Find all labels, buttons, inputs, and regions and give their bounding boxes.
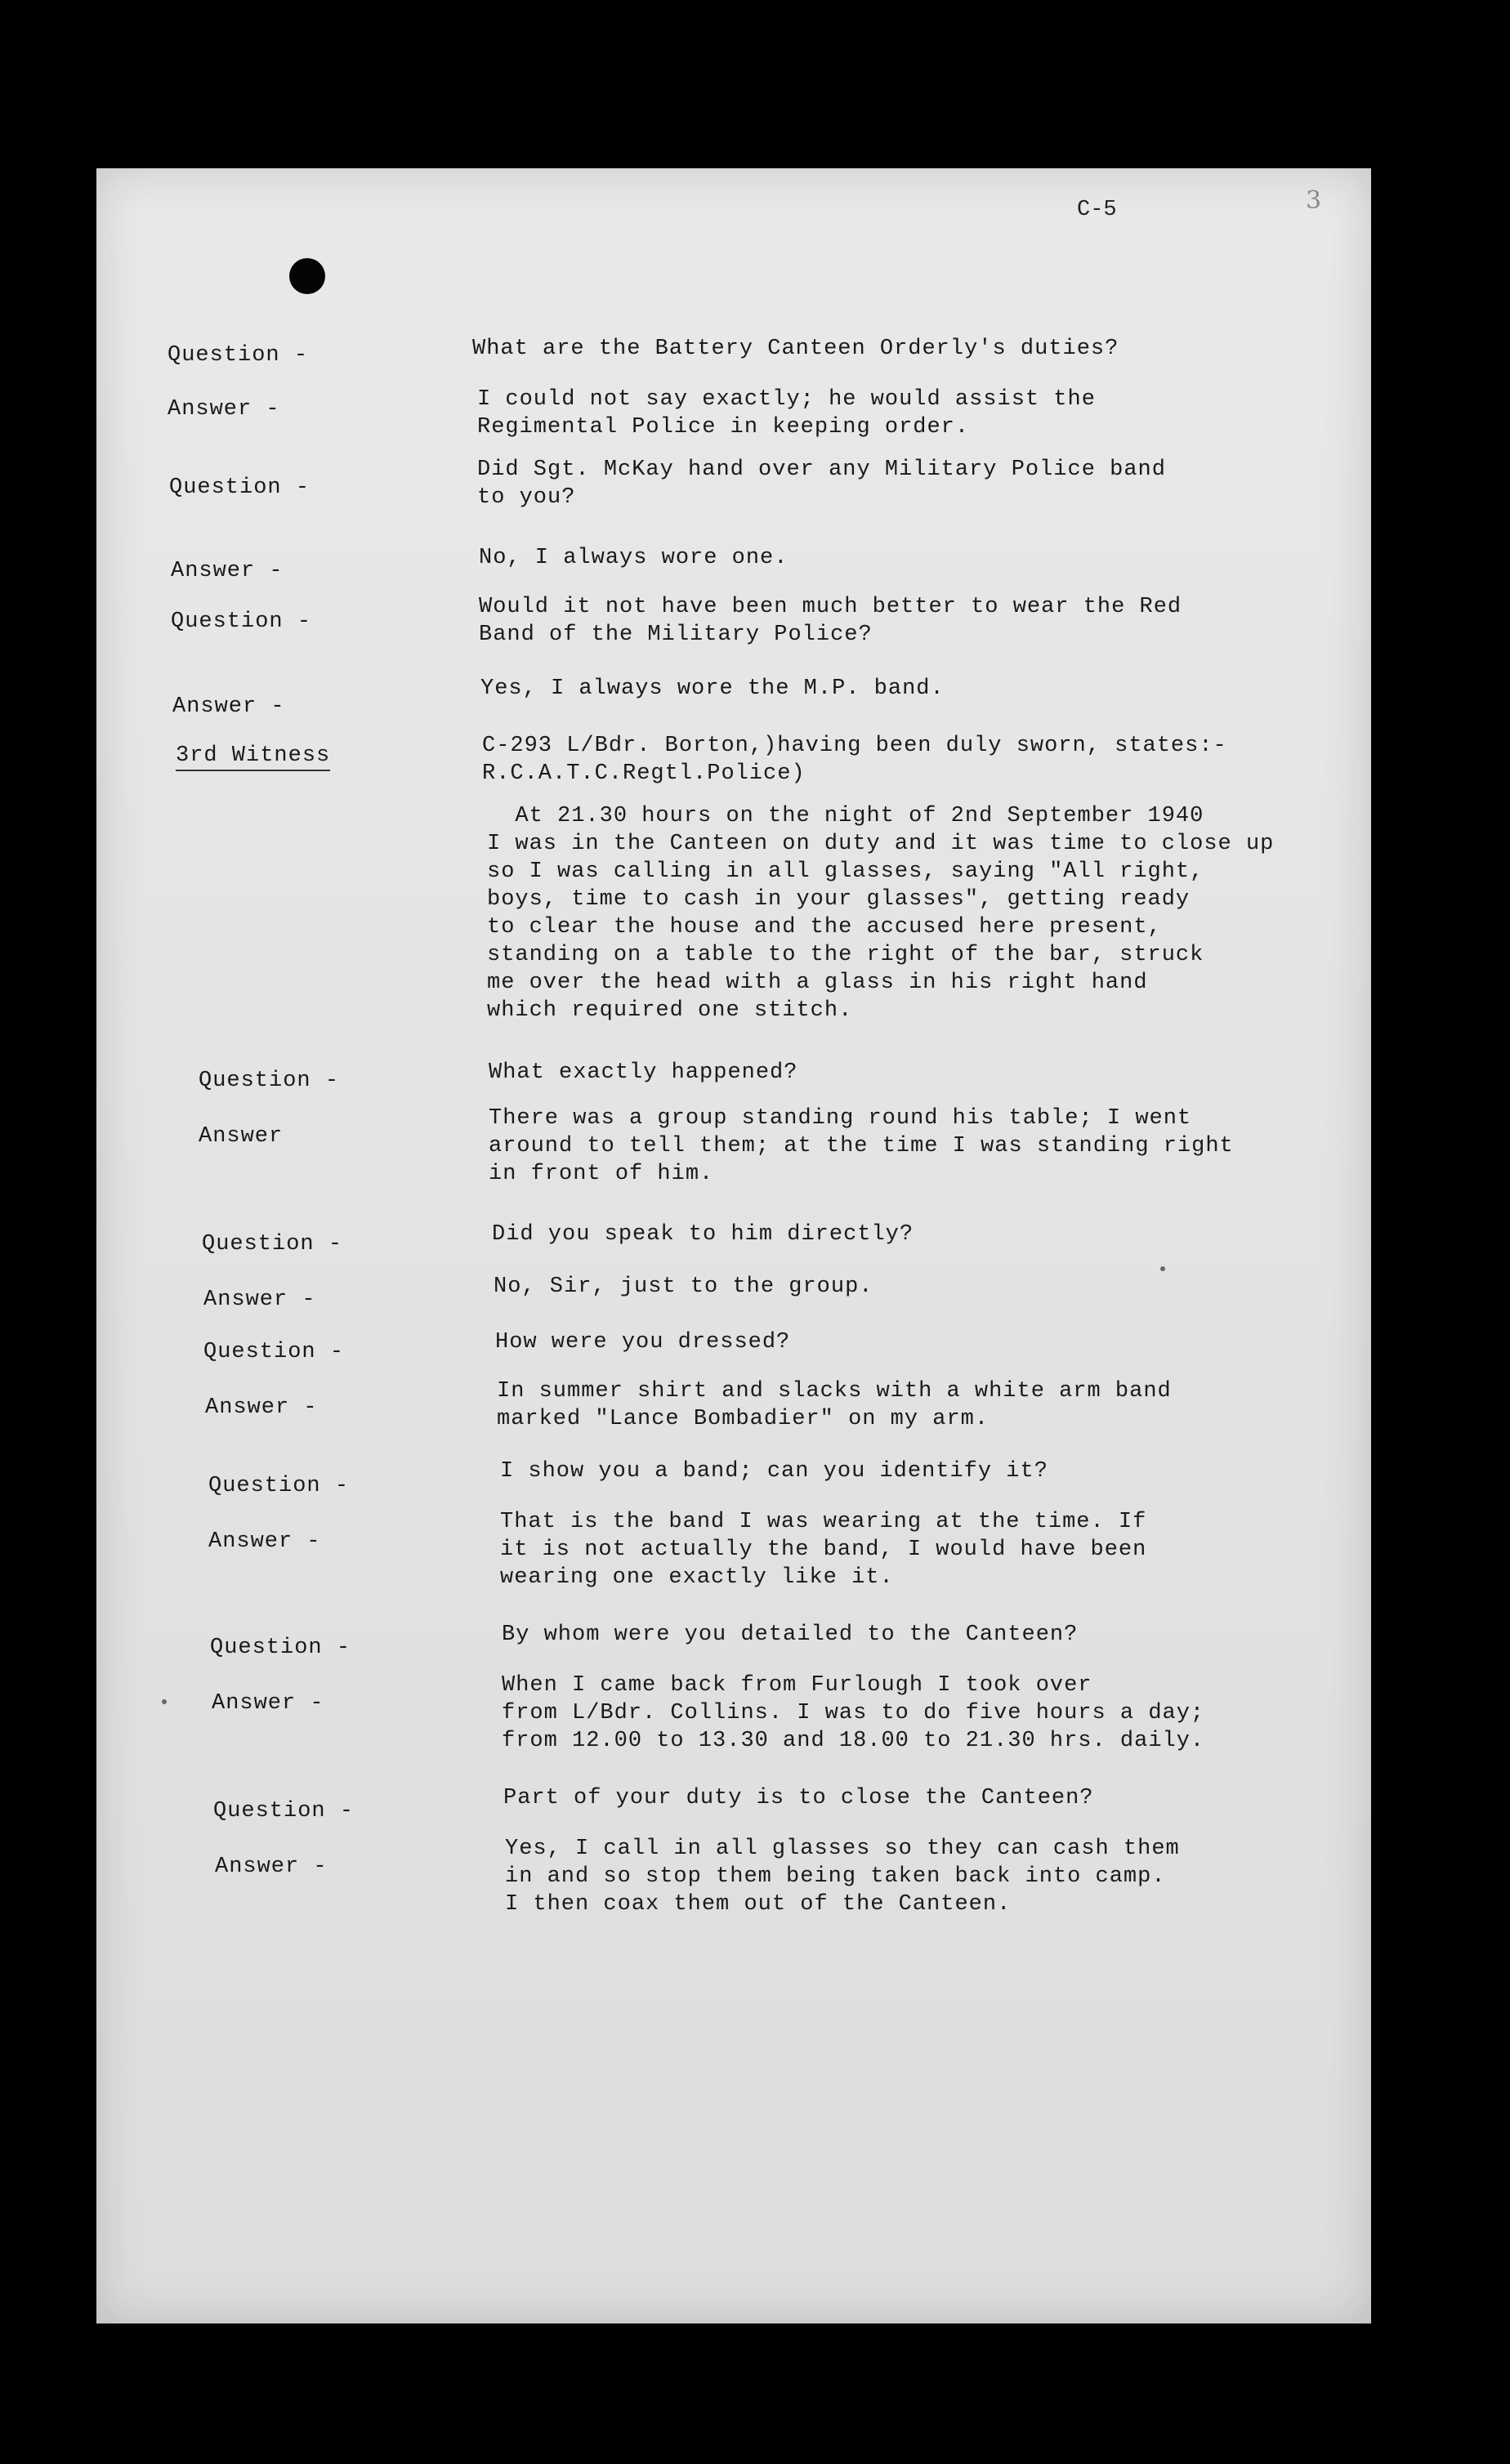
qa-text: In summer shirt and slacks with a white arm band marked "Lance Bombadier" on my arm.	[497, 1379, 1172, 1431]
qa-text: There was a group standing round his table; I went around to tell them; at the time I was standing right in front of him.	[489, 1106, 1234, 1186]
qa-label: Answer -	[215, 1855, 328, 1879]
qa-text: Did you speak to him directly?	[492, 1222, 914, 1247]
qa-label: Answer	[199, 1124, 284, 1149]
witness-statement: At 21.30 hours on the night of 2nd September 1940 I was in the Canteen on duty and it was time to close up so I was calling in all glasses, saying "All right, boys, time to cash in your glasses", getting ready to clear the house and the accused here present, standing on a table to the right of the bar, struck me over the head with a glass in his right hand which required one stitch.	[487, 804, 1275, 1023]
qa-label: Question -	[199, 1069, 340, 1093]
page-number: C-5	[1077, 198, 1117, 222]
qa-label: Question -	[169, 475, 310, 500]
qa-label: Question -	[168, 343, 309, 368]
witness-label: 3rd Witness	[176, 742, 330, 771]
qa-label: Question -	[208, 1474, 350, 1498]
qa-text: I could not say exactly; he would assist the Regimental Police in keeping order.	[477, 387, 1096, 440]
qa-text: Part of your duty is to close the Canteen?	[503, 1786, 1094, 1810]
qa-label: Answer -	[171, 559, 284, 583]
stray-mark	[1160, 1266, 1165, 1271]
qa-label: Question -	[210, 1636, 351, 1660]
qa-label: Question -	[203, 1340, 345, 1364]
witness-intro: C-293 L/Bdr. Borton,)having been duly sworn, states:- R.C.A.T.C.Regtl.Police)	[482, 734, 1227, 786]
qa-label: Answer -	[212, 1691, 324, 1716]
qa-text: Did Sgt. McKay hand over any Military Police band to you?	[477, 458, 1166, 510]
qa-text: What exactly happened?	[489, 1060, 798, 1085]
qa-text: Would it not have been much better to wear the Red Band of the Military Police?	[479, 595, 1182, 647]
page-mark: 3	[1306, 186, 1322, 215]
qa-text: I show you a band; can you identify it?	[500, 1459, 1048, 1484]
qa-label: Question -	[171, 609, 312, 634]
document-page	[96, 168, 1371, 2323]
qa-text: What are the Battery Canteen Orderly's duties?	[472, 337, 1119, 361]
qa-label: Answer -	[172, 694, 285, 719]
qa-label: Answer -	[203, 1288, 316, 1312]
qa-label: Answer -	[205, 1395, 318, 1420]
qa-text: No, I always wore one.	[479, 546, 789, 570]
qa-text: That is the band I was wearing at the time. If it is not actually the band, I would have been wearing one exactly like it.	[500, 1510, 1147, 1590]
qa-text: Yes, I call in all glasses so they can cash them in and so stop them being taken back into camp. I then coax them out of the Canteen.	[505, 1837, 1180, 1917]
qa-label: Question -	[213, 1799, 355, 1823]
qa-text: Yes, I always wore the M.P. band.	[480, 676, 945, 701]
qa-text: No, Sir, just to the group.	[494, 1274, 873, 1299]
qa-text: By whom were you detailed to the Canteen?	[502, 1623, 1079, 1647]
stray-mark	[162, 1699, 167, 1704]
qa-text: How were you dressed?	[495, 1330, 791, 1355]
qa-label: Answer -	[168, 397, 280, 422]
qa-label: Question -	[202, 1232, 343, 1257]
qa-text: When I came back from Furlough I took over from L/Bdr. Collins. I was to do five hours a day; from 12.00 to 13.30 and 18.00 to 21.30 hrs. daily.	[502, 1673, 1205, 1753]
punch-hole	[289, 258, 325, 294]
qa-label: Answer -	[208, 1529, 321, 1554]
